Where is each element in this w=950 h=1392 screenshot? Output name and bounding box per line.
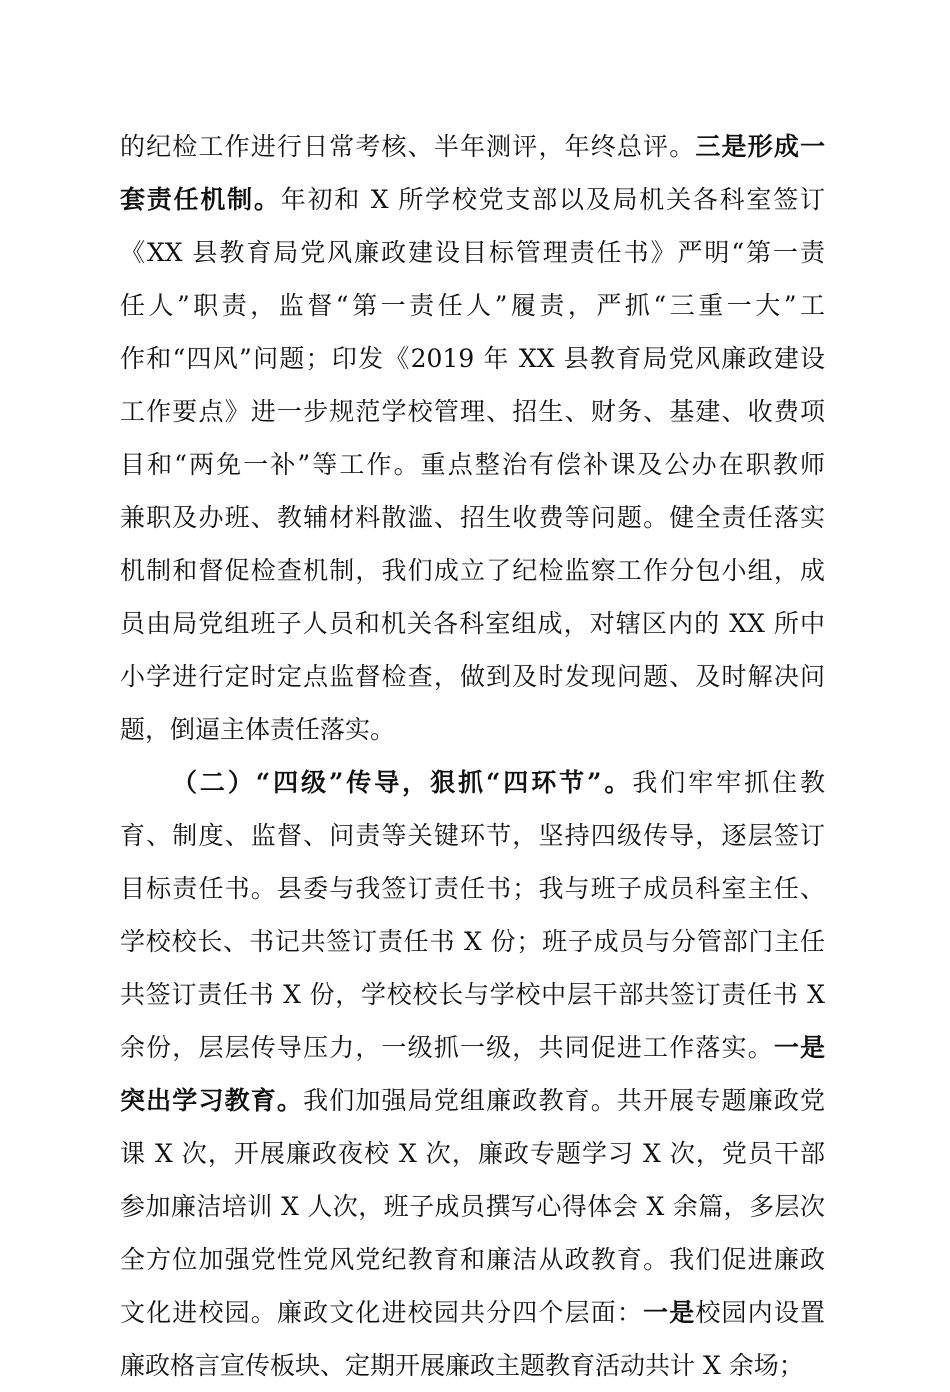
text-line: 机制和督促检查机制，我们成立了纪检监察工作分包小组，成 [120,556,825,585]
bold-heading: 突出学习教育。 [120,1086,304,1115]
bold-heading: 一是 [773,1033,825,1062]
text-line: 目和“两免一补”等工作。重点整治有偿补课及公办在职教师 [120,450,825,479]
text-line: 工作要点》进一步规范学校管理、招生、财务、基建、收费项 [120,397,825,426]
text-line [120,756,825,809]
text-line: 育、制度、监督、问责等关键环节，坚持四级传导，逐层签订 [120,821,825,850]
text-line: 全方位加强党性党风党纪教育和廉洁从政教育。我们促进廉政 [120,1245,825,1274]
text-line: 小学进行定时定点监督检查，做到及时发现问题、及时解决问 [120,662,825,691]
text-line: 廉政格言宣传板块、定期开展廉政主题教育活动共计 X 余场； [120,1351,804,1380]
text-span: 我们牢牢抓住教 [632,768,825,797]
bold-heading: 三是形成一 [695,132,825,161]
text-line: 任人”职责，监督“第一责任人”履责，严抓“三重一大”工 [120,291,825,320]
text-line: 目标责任书。县委与我签订责任书；我与班子成员科室主任、 [120,874,825,903]
bold-heading: 一是 [643,1298,696,1327]
text-span: 文化进校园。廉政文化进校园共分四个层面： [120,1298,644,1327]
text-line: 题，倒逼主体责任落实。 [120,715,396,744]
text-span: 年初和 X 所学校党支部以及局机关各科室签订 [280,185,825,214]
text-line: 参加廉洁培训 X 人次，班子成员撰写心得体会 X 余篇，多层次 [120,1192,825,1221]
bold-heading: 套责任机制。 [120,185,281,214]
text-line: 共签订责任书 X 份，学校校长与学校中层干部共签订责任书 X [120,980,825,1009]
text-span: 的纪检工作进行日常考核、半年测评，年终总评。 [120,132,696,161]
text-line: 课 X 次，开展廉政夜校 X 次，廉政专题学习 X 次，党员干部 [120,1139,825,1168]
text-line: 学校校长、书记共签订责任书 X 份；班子成员与分管部门主任 [120,927,825,956]
paragraph-1 [120,120,825,756]
paragraph-2 [120,756,825,1392]
section-heading: （二）“四级”传导，狠抓“四环节”。 [172,768,633,797]
text-line [120,1074,825,1127]
text-span: 余份，层层传导压力，一级抓一级，共同促进工作落实。 [120,1033,774,1062]
text-line [120,173,825,226]
text-line: 《XX 县教育局党风廉政建设目标管理责任书》严明“第一责 [120,238,825,267]
text-span: 校园内设置 [695,1298,825,1327]
document-body [120,120,825,1392]
text-line [120,1286,825,1339]
text-line: 兼职及办班、教辅材料散滥、招生收费等问题。健全责任落实 [120,503,825,532]
text-line: 员由局党组班子人员和机关各科室组成，对辖区内的 XX 所中 [120,609,825,638]
text-line: 作和“四风”问题；印发《2019 年 XX 县教育局党风廉政建设 [120,344,825,373]
text-span: 我们加强局党组廉政教育。共开展专题廉政党 [303,1086,825,1115]
text-line [120,1021,825,1074]
text-line [120,120,825,173]
